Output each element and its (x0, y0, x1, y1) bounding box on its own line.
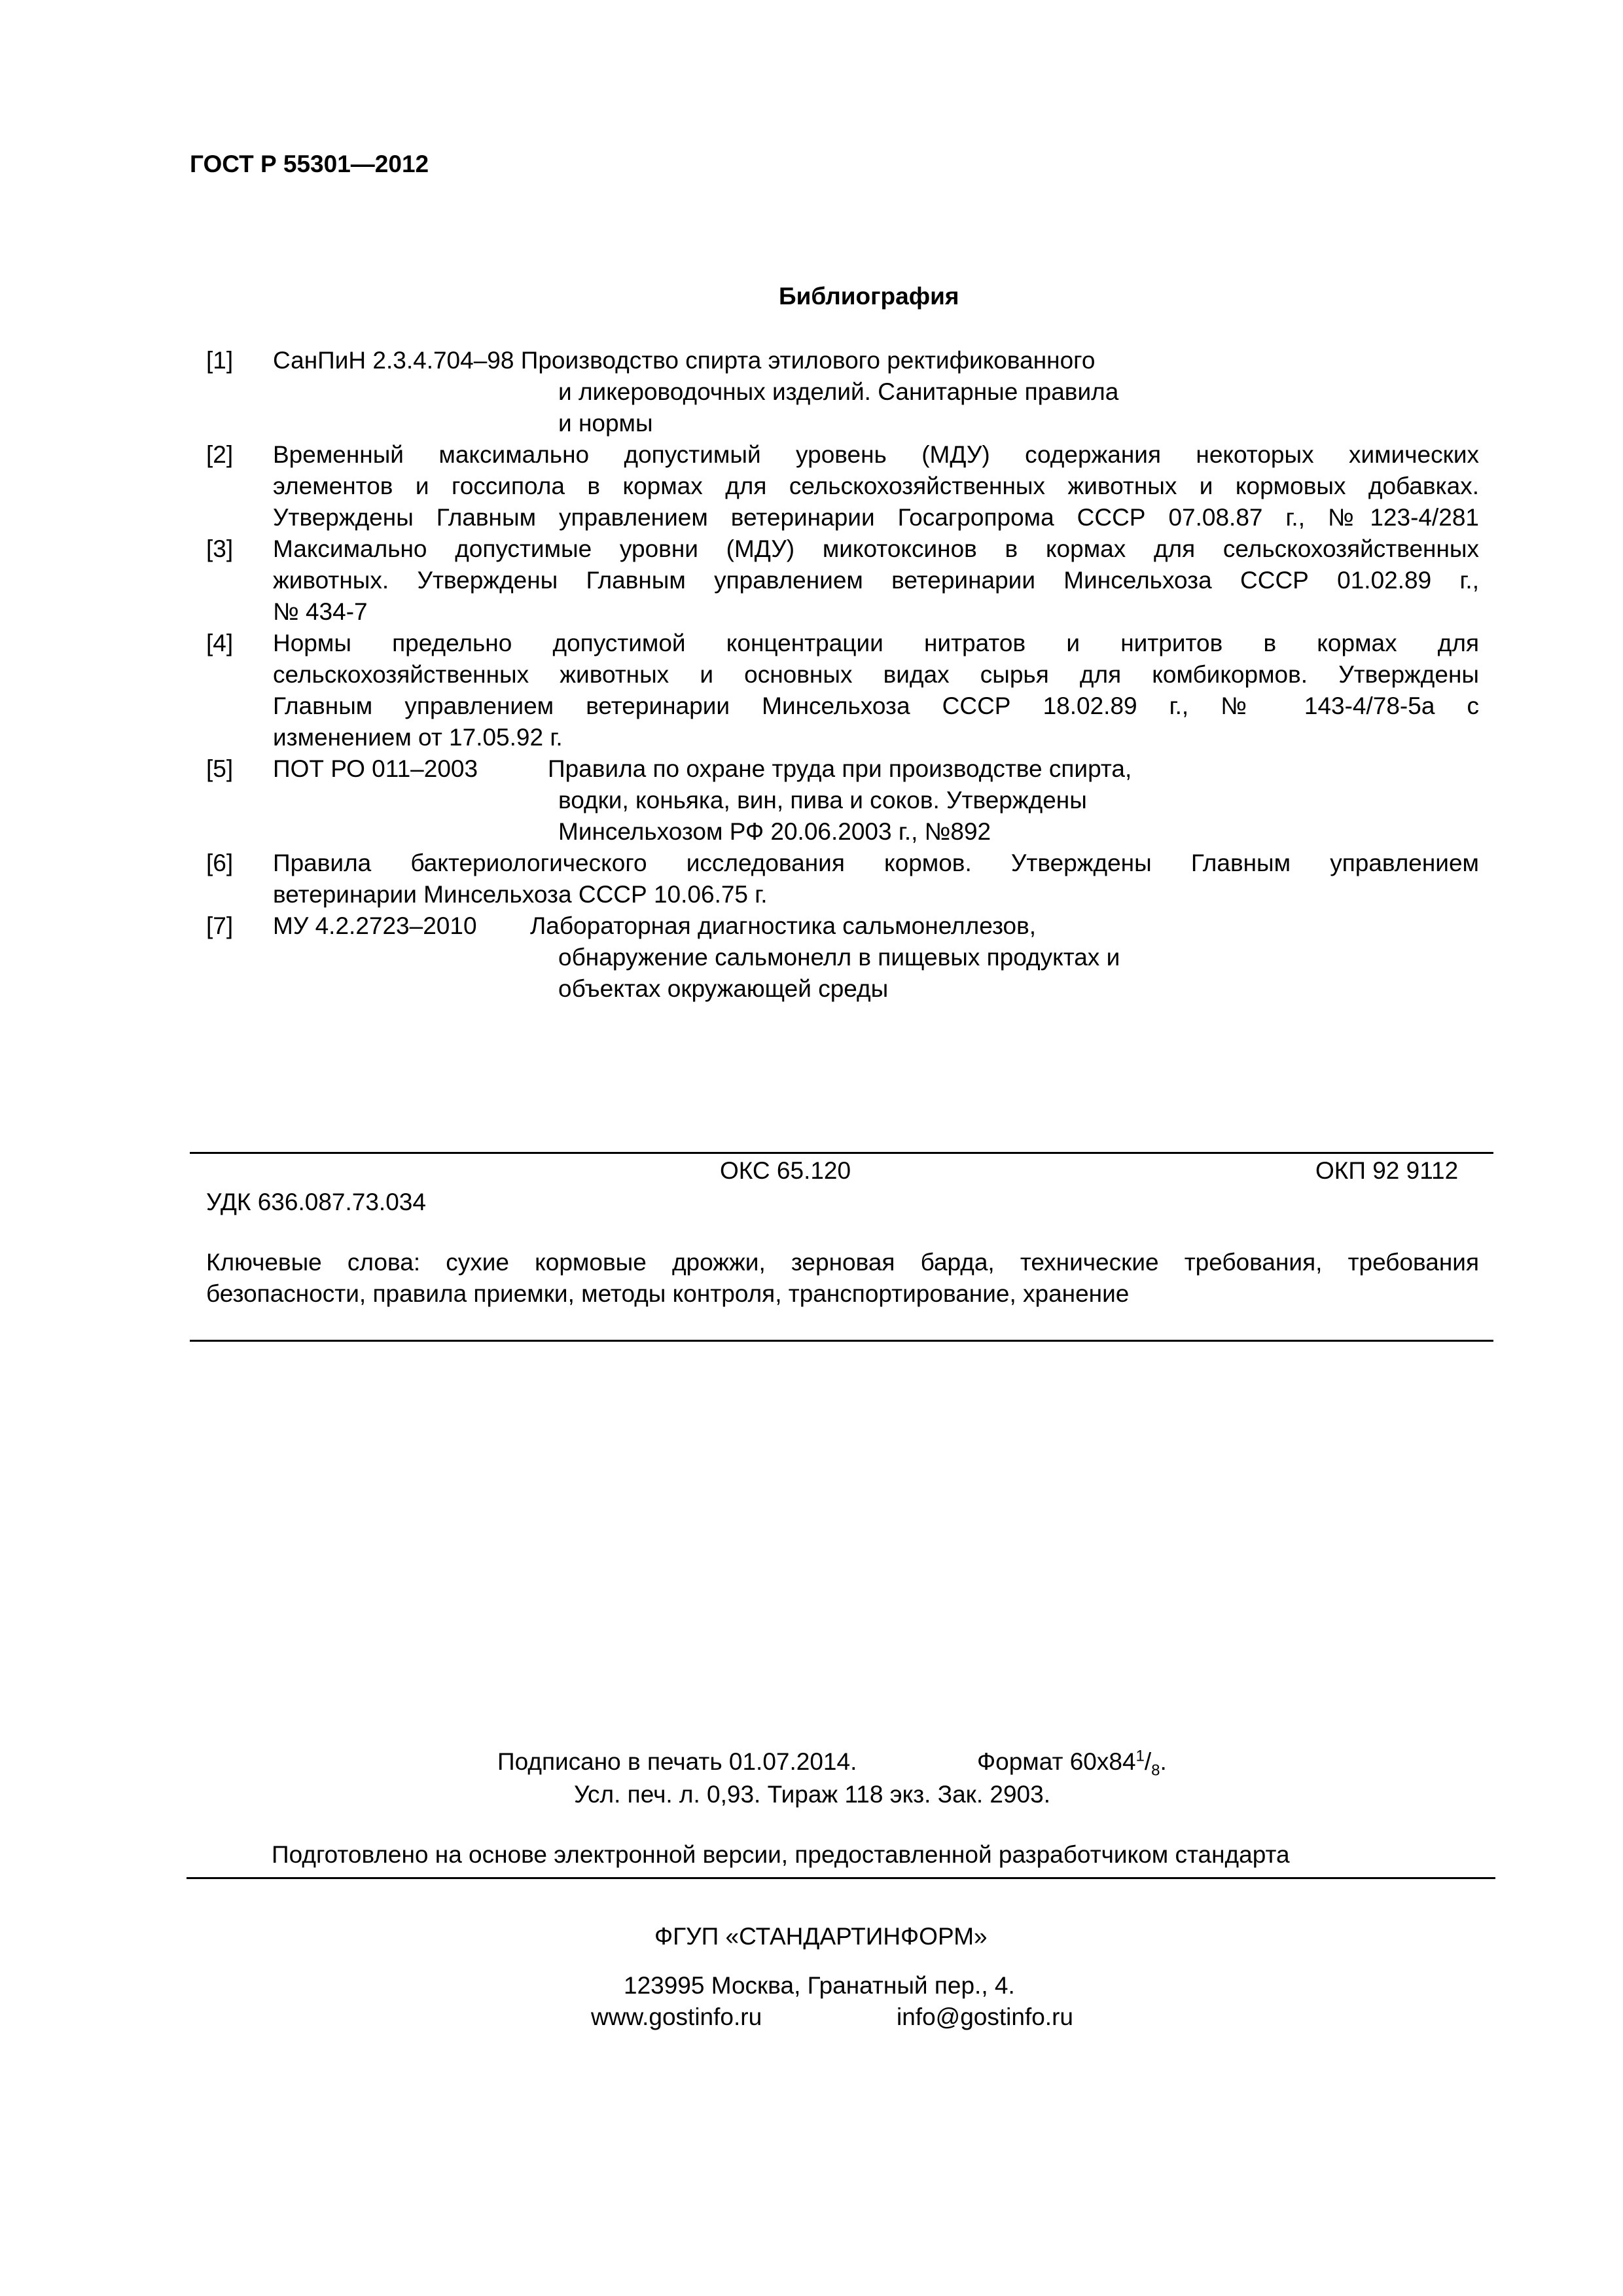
keywords-line: Ключевые слова: сухие кормовые дрожжи, зерновая барда, технические требования, требования (206, 1249, 1479, 1276)
reference-text-line: Максимально допустимые уровни (МДУ) микотоксинов в кормах для сельскохозяйственных (273, 535, 1479, 562)
reference-text-line: объектах окружающей среды (558, 975, 889, 1002)
reference-number: [2] (206, 441, 234, 468)
publisher-address: 123995 Москва, Гранатный пер., 4. (624, 1972, 1015, 1999)
publisher-name: ФГУП «СТАНДАРТИНФОРМ» (654, 1923, 988, 1950)
reference-text-line: обнаружение сальмонелл в пищевых продуктах и (558, 944, 1120, 971)
oks-code: ОКС 65.120 (720, 1157, 851, 1184)
reference-number: [3] (206, 535, 234, 562)
divider-line (187, 1877, 1495, 1879)
reference-text-line: сельскохозяйственных животных и основных видах сырья для комбикормов. Утверждены (273, 661, 1479, 688)
okp-code: ОКП 92 9112 (1315, 1157, 1459, 1184)
reference-text-line: СанПиН 2.3.4.704–98 Производство спирта этилового ректификованного (273, 347, 1096, 374)
publisher-email[interactable]: info@gostinfo.ru (897, 2003, 1073, 2030)
print-details: Усл. печ. л. 0,93. Тираж 118 экз. Зак. 2903. (574, 1781, 1050, 1808)
keywords-line: безопасности, правила приемки, методы контроля, транспортирование, хранение (206, 1280, 1130, 1307)
reference-number: [4] (206, 630, 234, 656)
reference-text-line: и нормы (558, 410, 653, 437)
reference-text-line: Нормы предельно допустимой концентрации нитратов и нитритов в кормах для (273, 630, 1479, 656)
reference-text-line: ветеринарии Минсельхоза СССР 10.06.75 г. (273, 881, 768, 908)
reference-number: [1] (206, 347, 234, 374)
publisher-website[interactable]: www.gostinfo.ru (591, 2003, 762, 2030)
reference-text-line: элементов и госсипола в кормах для сельскохозяйственных животных и кормовых добавках. (273, 473, 1479, 499)
print-format: Формат $60х84^1/_8$. (977, 1747, 1167, 1780)
reference-text-line: Временный максимально допустимый уровень (МДУ) содержания некоторых химических (273, 441, 1479, 468)
reference-text-line: изменением от 17.05.92 г. (273, 724, 563, 751)
reference-number: [5] (206, 755, 234, 782)
prepared-note: Подготовлено на основе электронной версии, предоставленной разработчиком стандарта (272, 1841, 1290, 1868)
reference-text-line: Лабораторная диагностика сальмонеллезов, (530, 912, 1037, 939)
reference-text-line: № 434-7 (273, 598, 368, 625)
reference-text-line: Главным управлением ветеринарии Минсельхоза СССР 18.02.89 г., № 143-4/78-5а с (273, 692, 1479, 719)
reference-text-line: Правила по охране труда при производстве спирта, (548, 755, 1132, 782)
reference-number: [7] (206, 912, 234, 939)
reference-text-line: и ликероводочных изделий. Санитарные правила (558, 378, 1119, 405)
reference-number: [6] (206, 850, 234, 876)
reference-text-line: водки, коньяка, вин, пива и соков. Утверждены (558, 787, 1087, 814)
reference-text-line: Правила бактериологического исследования кормов. Утверждены Главным управлением (273, 850, 1479, 876)
divider-line (190, 1152, 1493, 1154)
reference-text-line: Утверждены Главным управлением ветеринарии Госагропрома СССР 07.08.87 г., №123-4/281 (273, 504, 1479, 531)
bibliography-title: Библиография (779, 283, 959, 310)
signed-date: Подписано в печать 01.07.2014. (497, 1748, 857, 1775)
reference-code: МУ 4.2.2723–2010 (273, 912, 477, 939)
reference-text-line: Минсельхозом РФ 20.06.2003 г., №892 (558, 818, 991, 845)
reference-text-line: животных. Утверждены Главным управлением ветеринарии Минсельхоза СССР 01.02.89 г., (273, 567, 1479, 594)
reference-code: ПОТ РО 011–2003 (273, 755, 478, 782)
document-code: ГОСТ Р 55301—2012 (190, 151, 429, 177)
divider-line (190, 1340, 1493, 1342)
udk-code: УДК 636.087.73.034 (206, 1189, 426, 1215)
